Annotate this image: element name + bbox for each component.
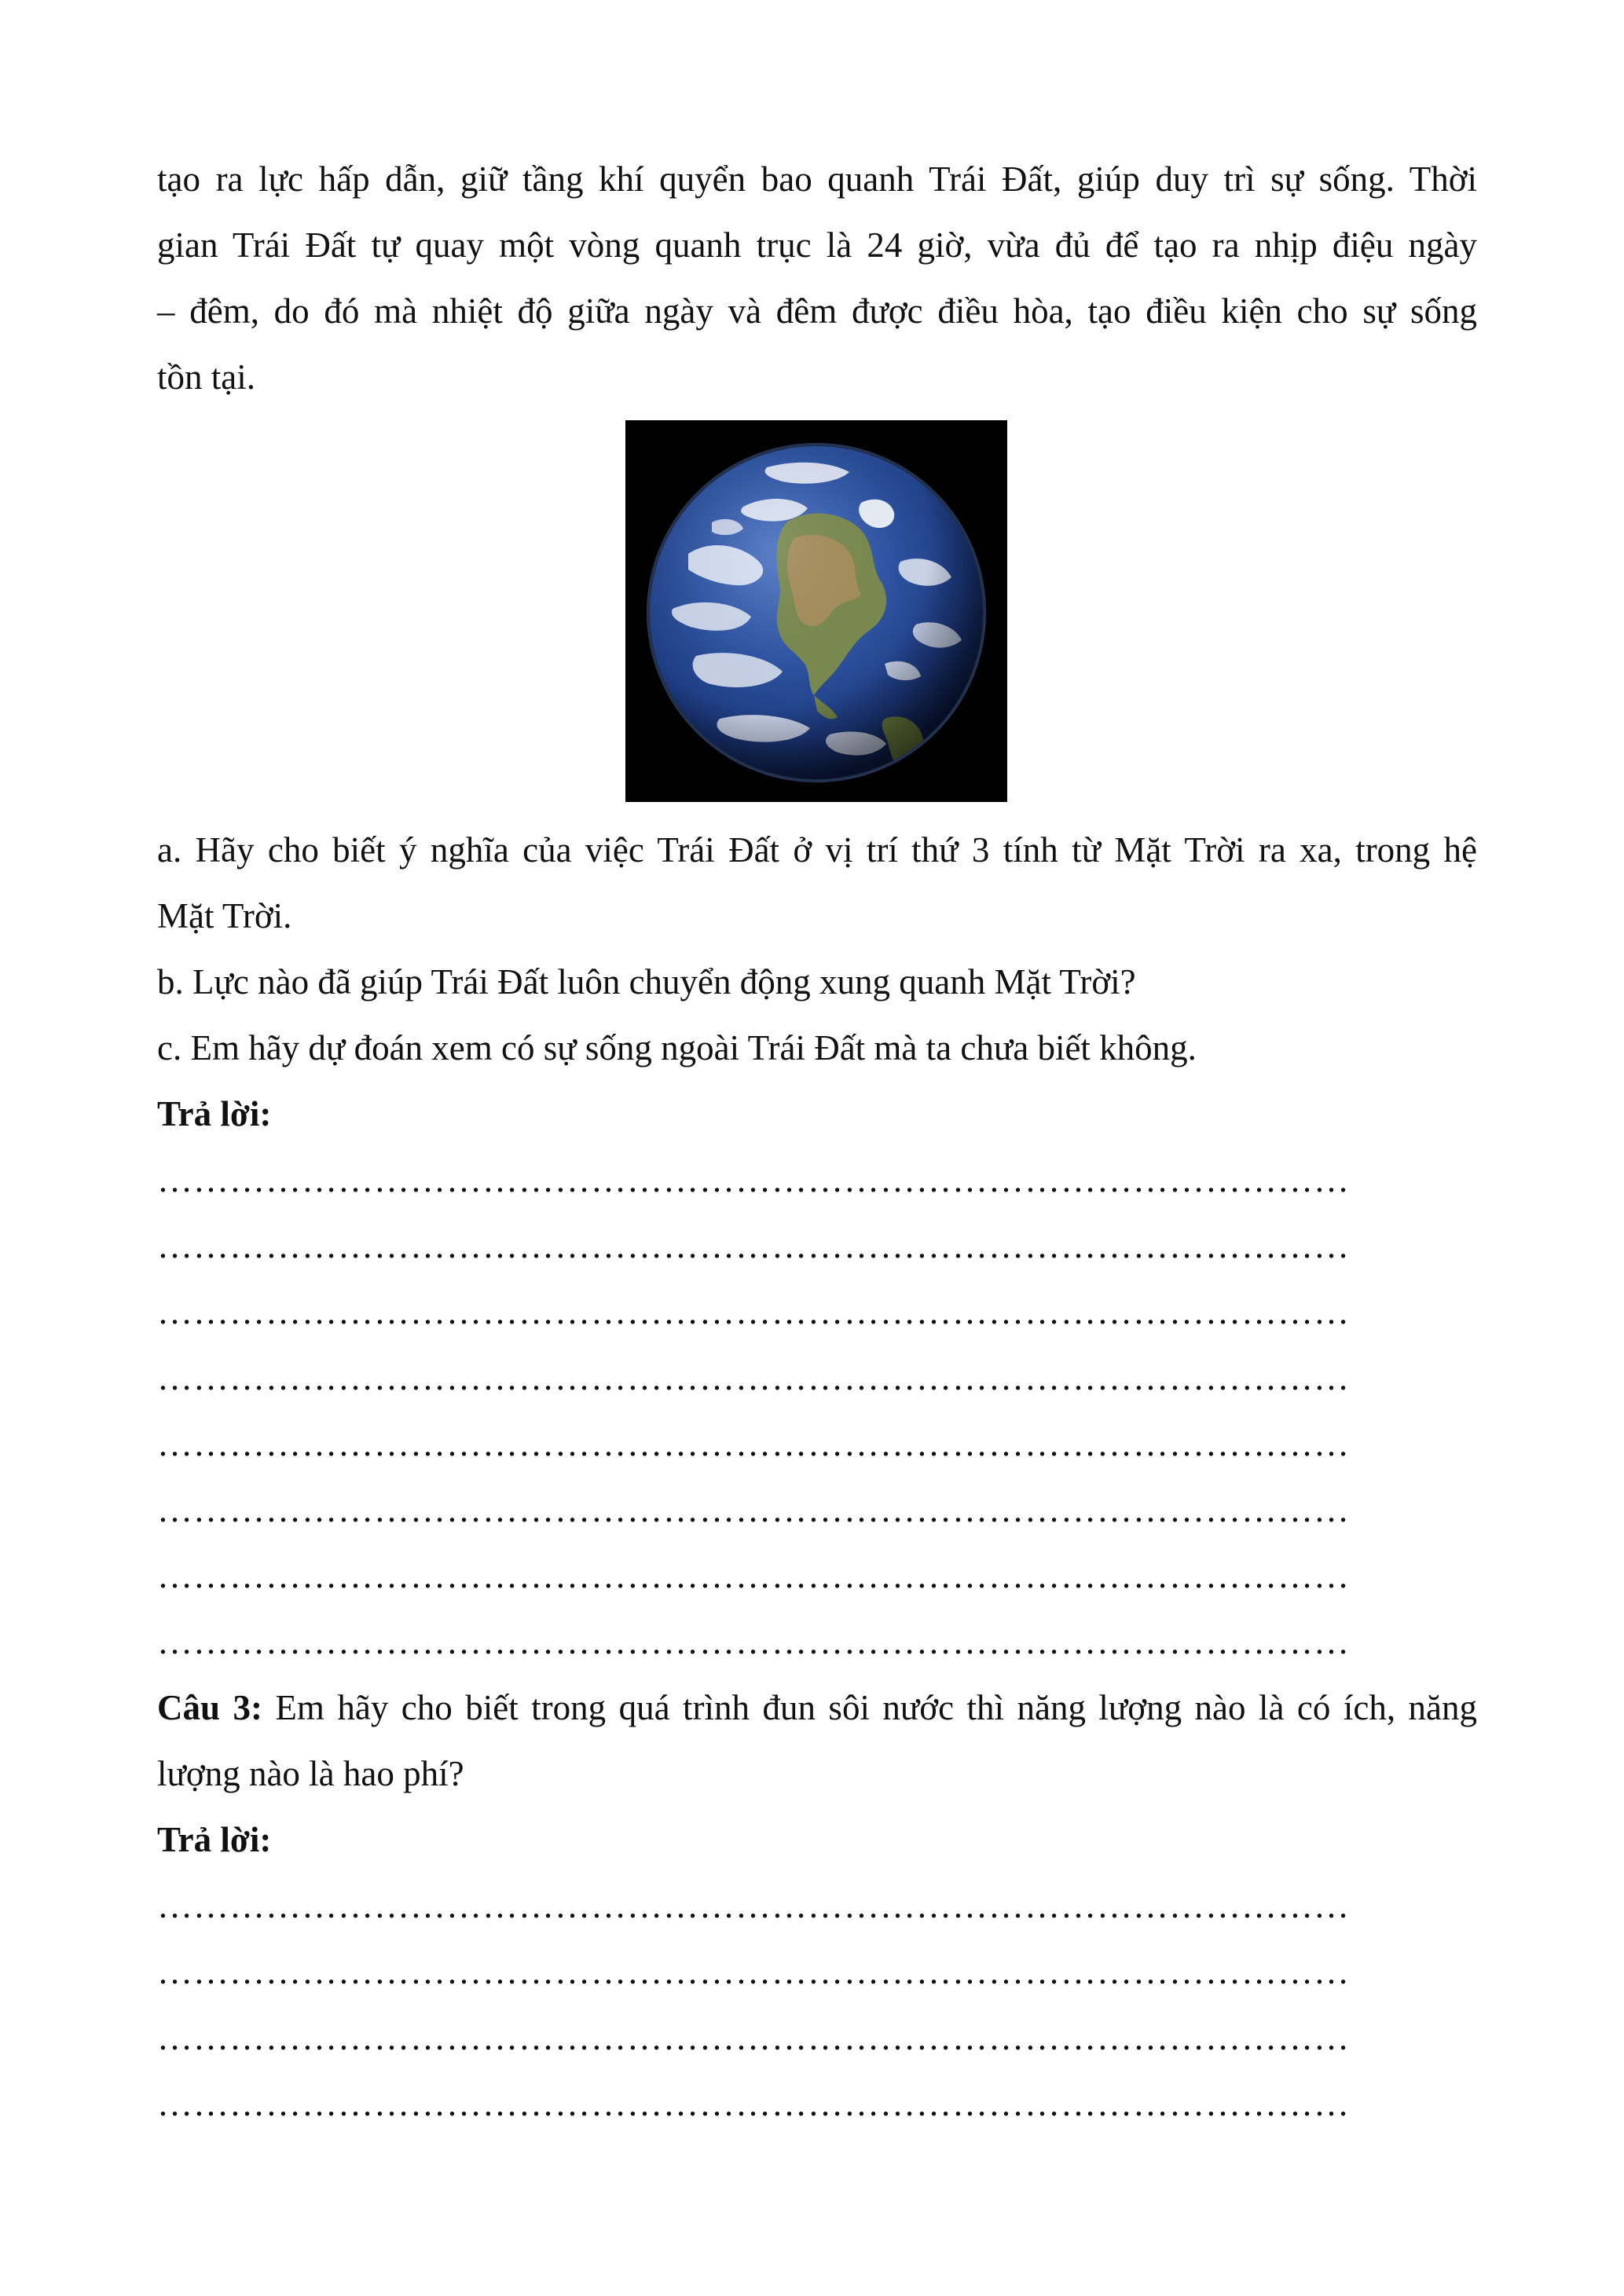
question-a-line-2: Mặt Trời. xyxy=(157,896,292,936)
question-b: b. Lực nào đã giúp Trái Đất luôn chuyển động xung quanh Mặt Trời? xyxy=(157,962,1136,1002)
intro-line-3: – đêm, do đó mà nhiệt độ giữa ngày và đêm được điều hòa, tạo điều kiện cho sự sống xyxy=(157,291,1477,331)
answer-label-1: Trả lời: xyxy=(157,1094,272,1133)
question-3-line-2: lượng nào là hao phí? xyxy=(157,1754,464,1793)
answer-line: ……………………………………………………………………………………… xyxy=(157,1490,1350,1529)
earth-globe-icon xyxy=(625,420,1007,802)
intro-line-4: tồn tại. xyxy=(157,357,255,397)
answer-line: ……………………………………………………………………………………… xyxy=(157,2018,1350,2057)
question-3-line-1 xyxy=(157,1675,1477,1741)
answer-line: ……………………………………………………………………………………… xyxy=(157,2084,1350,2123)
answer-line: ……………………………………………………………………………………… xyxy=(157,1160,1350,1199)
answer-line: ……………………………………………………………………………………… xyxy=(157,1424,1350,1463)
questions-section xyxy=(157,817,1477,2137)
question-c: c. Em hãy dự đoán xem có sự sống ngoài Trái Đất mà ta chưa biết không. xyxy=(157,1028,1197,1067)
answer-line: ……………………………………………………………………………………… xyxy=(157,1622,1350,1661)
answer-line: ……………………………………………………………………………………… xyxy=(157,1292,1350,1331)
intro-line-2: gian Trái Đất tự quay một vòng quanh trục là 24 giờ, vừa đủ để tạo ra nhịp điệu ngày xyxy=(157,225,1477,265)
answer-line: ……………………………………………………………………………………… xyxy=(157,1226,1350,1265)
answer-line: ……………………………………………………………………………………… xyxy=(157,1952,1350,1991)
answer-line: ……………………………………………………………………………………… xyxy=(157,1886,1350,1925)
question-a-line-1: a. Hãy cho biết ý nghĩa của việc Trái Đất ở vị trí thứ 3 tính từ Mặt Trời ra xa, trong hệ xyxy=(157,830,1477,870)
answer-line: ……………………………………………………………………………………… xyxy=(157,1358,1350,1397)
answer-label-2: Trả lời: xyxy=(157,1820,272,1859)
question-3-text-1: Em hãy cho biết trong quá trình đun sôi nước thì năng lượng nào là có ích, năng xyxy=(262,1688,1477,1727)
intro-line-1: tạo ra lực hấp dẫn, giữ tầng khí quyển bao quanh Trái Đất, giúp duy trì sự sống. Thời xyxy=(157,159,1477,199)
answer-line: ……………………………………………………………………………………… xyxy=(157,1556,1350,1595)
intro-paragraph xyxy=(157,146,1477,410)
earth-image xyxy=(625,420,1007,802)
question-3-label: Câu 3: xyxy=(157,1688,262,1727)
